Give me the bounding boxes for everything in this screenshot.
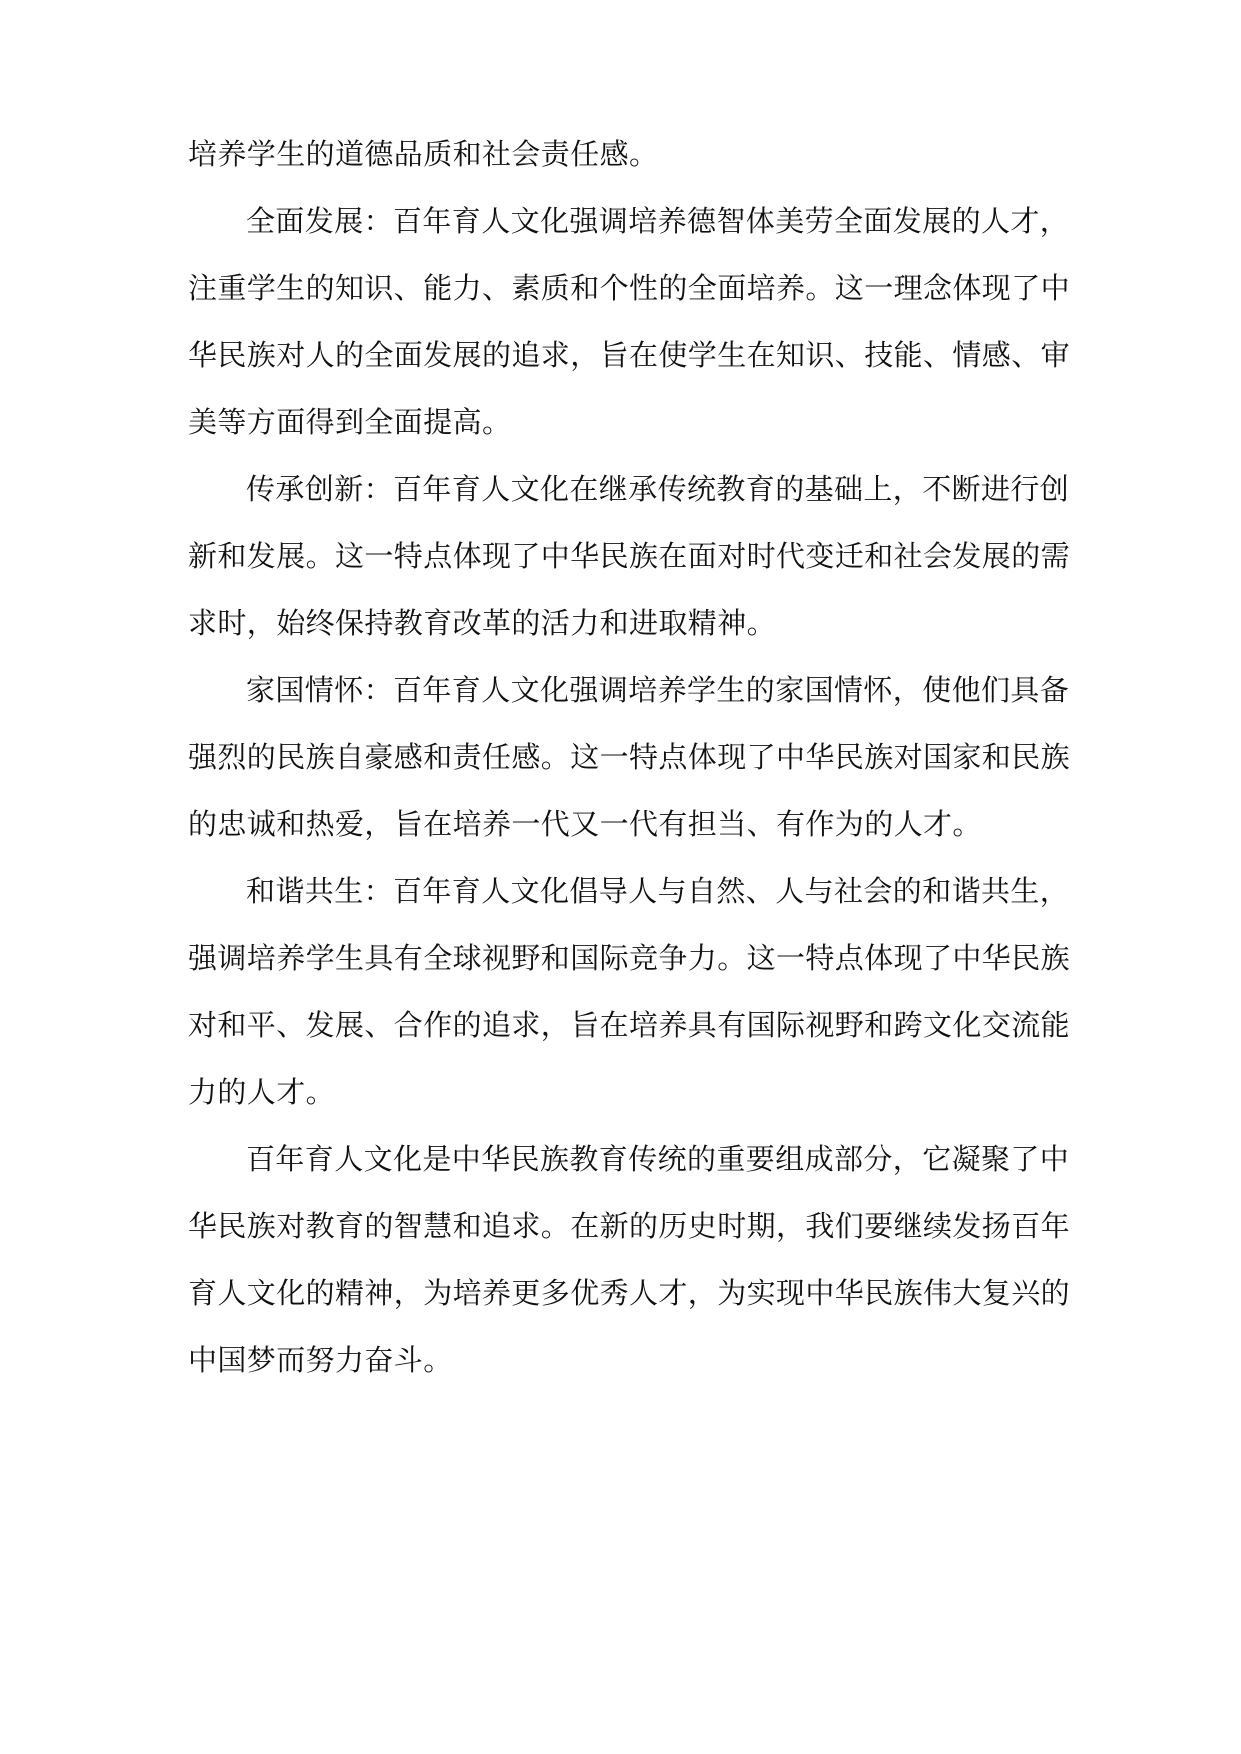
text-line: 培养学生的道德品质和社会责任感。 xyxy=(188,137,659,171)
text-line: 美等方面得到全面提高。 xyxy=(188,405,512,439)
text-line: 求时，始终保持教育改革的活力和进取精神。 xyxy=(188,606,777,640)
text-line: 对和平、发展、合作的追求，旨在培养具有国际视野和跨文化交流能 xyxy=(188,1008,1071,1042)
paragraph-first-line: 全面发展：百年育人文化强调培养德智体美劳全面发展的人才， xyxy=(246,204,1070,238)
text-line: 新和发展。这一特点体现了中华民族在面对时代变迁和社会发展的需 xyxy=(188,539,1071,573)
text-line: 强烈的民族自豪感和责任感。这一特点体现了中华民族对国家和民族 xyxy=(188,740,1071,774)
text-line: 强调培养学生具有全球视野和国际竞争力。这一特点体现了中华民族 xyxy=(188,941,1071,975)
text-line: 育人文化的精神，为培养更多优秀人才，为实现中华民族伟大复兴的 xyxy=(188,1276,1071,1310)
text-line: 的忠诚和热爱，旨在培养一代又一代有担当、有作为的人才。 xyxy=(188,807,982,841)
paragraph-first-line: 和谐共生：百年育人文化倡导人与自然、人与社会的和谐共生， xyxy=(246,874,1070,908)
text-line: 力的人才。 xyxy=(188,1075,336,1109)
text-line: 华民族对教育的智慧和追求。在新的历史时期，我们要继续发扬百年 xyxy=(188,1209,1071,1243)
text-line: 中国梦而努力奋斗。 xyxy=(188,1343,453,1377)
paragraph-first-line: 传承创新：百年育人文化在继承传统教育的基础上，不断进行创 xyxy=(246,472,1070,506)
paragraph-first-line: 百年育人文化是中华民族教育传统的重要组成部分，它凝聚了中 xyxy=(246,1142,1070,1176)
paragraph-first-line: 家国情怀：百年育人文化强调培养学生的家国情怀，使他们具备 xyxy=(246,673,1070,707)
text-line: 华民族对人的全面发展的追求，旨在使学生在知识、技能、情感、审 xyxy=(188,338,1071,372)
text-line: 注重学生的知识、能力、素质和个性的全面培养。这一理念体现了中 xyxy=(188,271,1071,305)
document-body xyxy=(188,137,1071,1413)
